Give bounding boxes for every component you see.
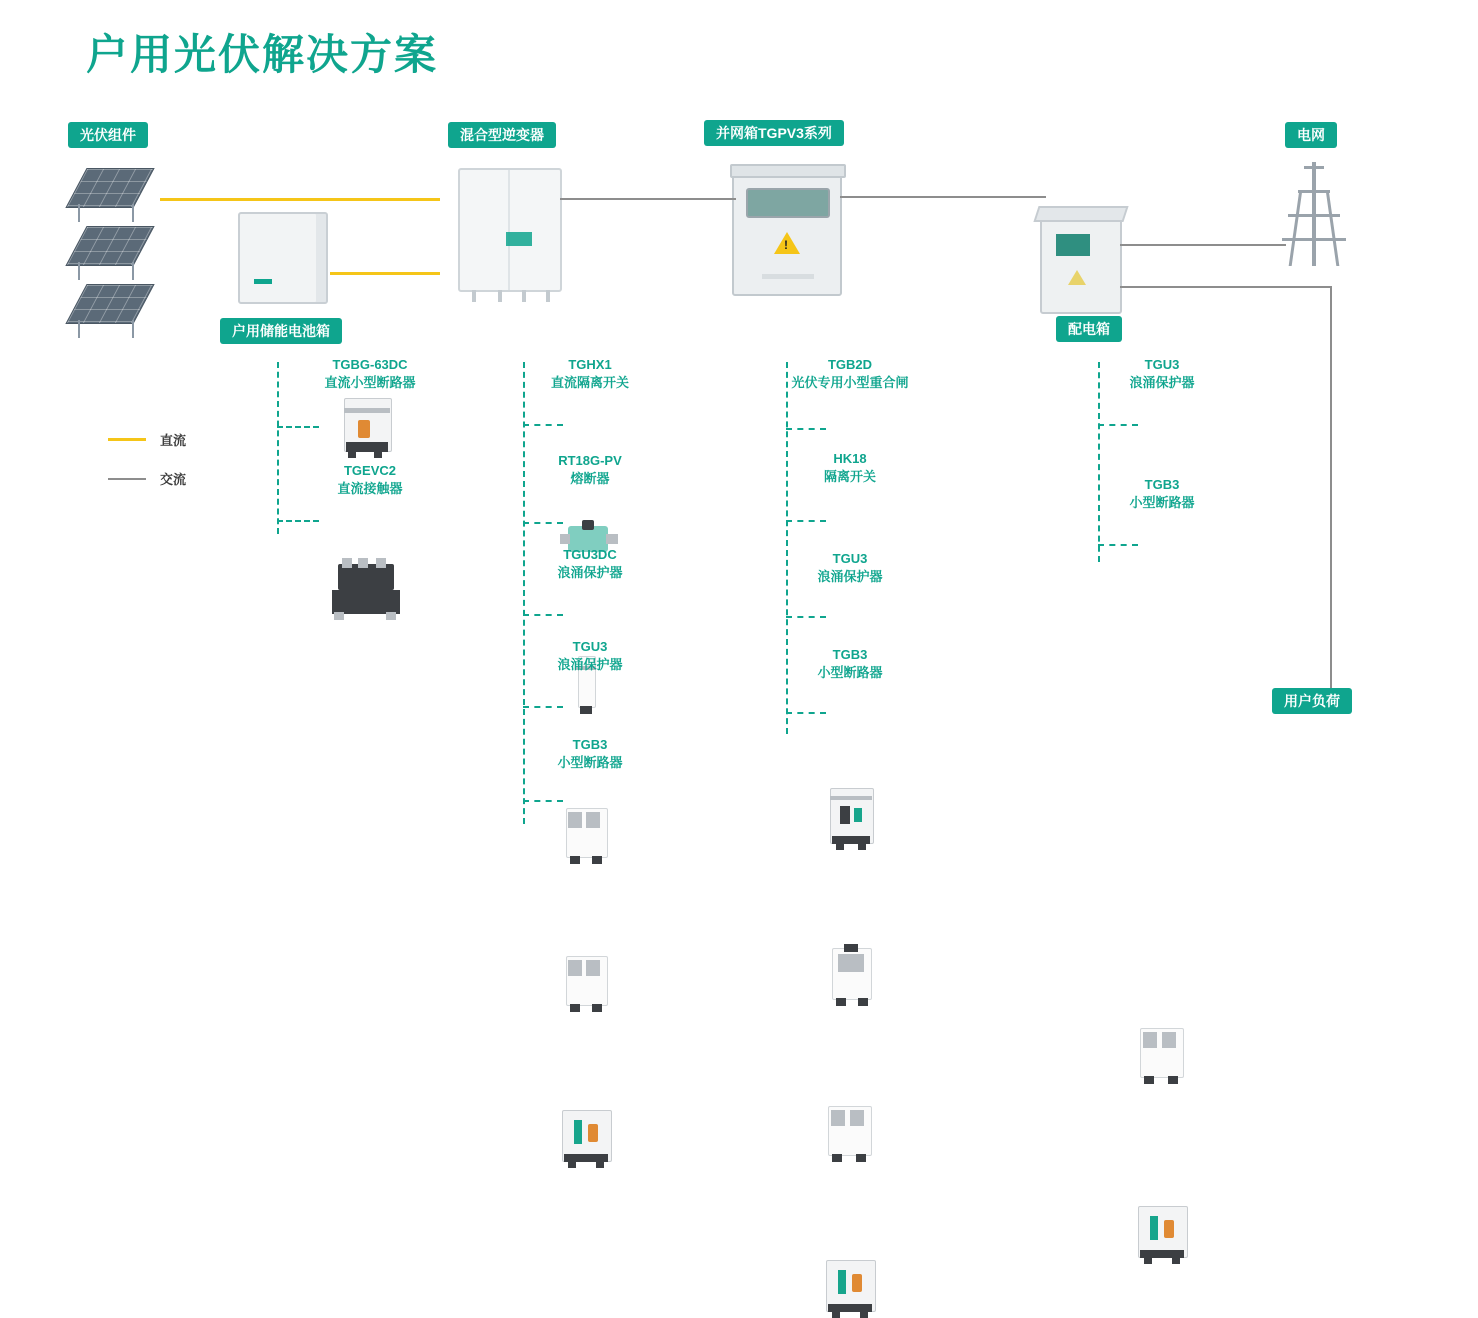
- component-desc-tgu3-dist: 浪涌保护器: [1129, 375, 1195, 390]
- device-image-spd-grid: [824, 1106, 876, 1164]
- component-model-tgu3-grid: TGU3: [832, 551, 868, 566]
- legend-swatch-dc: [108, 438, 146, 441]
- branch-inverter-tick-3: [523, 614, 563, 616]
- component-model-tgbg63dc: TGBG-63DC: [332, 357, 408, 372]
- component-model-tgevc2: TGEVC2: [343, 463, 396, 478]
- hybrid-inverter-unit: [458, 168, 562, 292]
- wire-ac-distbox-to-grid: [1120, 244, 1286, 246]
- component-desc-tgb3-grid: 小型断路器: [817, 665, 883, 680]
- node-label-distribution-box: 配电箱: [1056, 316, 1122, 342]
- component-model-tgb2d: TGB2D: [827, 357, 873, 372]
- component-desc-tgb3-inv: 小型断路器: [557, 755, 623, 770]
- battery-storage-box: [238, 212, 328, 304]
- component-model-rt18g: RT18G-PV: [558, 453, 622, 468]
- component-desc-tgu3-grid: 浪涌保护器: [817, 569, 883, 584]
- branch-inverter-tick-2: [523, 522, 563, 524]
- device-image-dc-contactor: [332, 558, 404, 624]
- component-desc-tgb3-dist: 小型断路器: [1129, 495, 1195, 510]
- component-desc-rt18g: 熔断器: [570, 471, 610, 486]
- device-image-isolator-hk18: [828, 944, 876, 1006]
- component-desc-tgbg63dc: 直流小型断路器: [324, 375, 416, 390]
- branch-inverter-tick-4: [523, 706, 563, 708]
- component-model-tgu3-inv: TGU3: [572, 639, 608, 654]
- device-image-spd-dc: [562, 808, 612, 864]
- node-label-user-load: 用户负荷: [1272, 688, 1352, 714]
- device-image-mcb-grid: [822, 1260, 880, 1318]
- component-desc-tgu3-inv: 浪涌保护器: [557, 657, 623, 672]
- legend-label-dc: 直流: [160, 433, 187, 448]
- branch-battery-spine: [277, 362, 279, 534]
- grid-connection-box: [732, 172, 842, 296]
- component-desc-hk18: 隔离开关: [823, 469, 876, 484]
- legend-swatch-ac: [108, 478, 146, 480]
- legend-label-ac: 交流: [160, 472, 187, 487]
- page-title: 户用光伏解决方案: [86, 31, 439, 78]
- branch-inverter-tick-1: [523, 424, 563, 426]
- component-model-tghx1: TGHX1: [568, 357, 612, 372]
- component-model-tgb3-inv: TGB3: [572, 737, 608, 752]
- branch-gridbox-tick-2: [786, 520, 826, 522]
- branch-distbox-spine: [1098, 362, 1100, 562]
- power-pylon: [1282, 162, 1346, 266]
- node-label-hybrid-inverter: 混合型逆变器: [448, 122, 556, 148]
- component-model-hk18: HK18: [833, 451, 867, 466]
- distribution-box-unit: [1040, 216, 1122, 314]
- wire-ac-distbox-to-load-h: [1120, 286, 1332, 288]
- wire-ac-gridbox-to-distbox: [840, 196, 1046, 198]
- branch-distbox-tick-1: [1098, 424, 1138, 426]
- device-image-mcb-inv: [558, 1110, 616, 1168]
- branch-distbox-tick-2: [1098, 544, 1138, 546]
- wire-ac-inverter-to-gridbox: [560, 198, 736, 200]
- node-label-pv-modules: 光伏组件: [68, 122, 148, 148]
- component-desc-tghx1: 直流隔离开关: [550, 375, 629, 390]
- component-model-tgb3-grid: TGB3: [832, 647, 868, 662]
- pv-panel-2: [62, 226, 144, 266]
- device-image-mcb-dc: [340, 398, 396, 456]
- wire-ac-distbox-to-load-v: [1330, 286, 1332, 688]
- node-label-grid: 电网: [1285, 122, 1337, 148]
- device-image-recloser: [824, 788, 880, 850]
- component-desc-tgu3dc: 浪涌保护器: [557, 565, 623, 580]
- device-image-spd-ac-inv: [562, 956, 612, 1012]
- branch-inverter-tick-5: [523, 800, 563, 802]
- node-label-grid-box: 并网箱TGPV3系列: [704, 120, 844, 146]
- component-model-tgb3-dist: TGB3: [1144, 477, 1180, 492]
- branch-gridbox-tick-3: [786, 616, 826, 618]
- branch-gridbox-tick-1: [786, 428, 826, 430]
- component-desc-tgevc2: 直流接触器: [337, 481, 403, 496]
- component-desc-tgb2d: 光伏专用小型重合闸: [791, 375, 909, 390]
- branch-gridbox-tick-4: [786, 712, 826, 714]
- component-model-tgu3dc: TGU3DC: [563, 547, 617, 562]
- pv-panel-3: [62, 284, 144, 324]
- branch-battery-tick-2: [277, 520, 319, 522]
- branch-battery-tick-1: [277, 426, 319, 428]
- wire-dc-battery-to-inverter: [330, 272, 440, 275]
- device-image-spd-dist: [1136, 1028, 1188, 1086]
- component-model-tgu3-dist: TGU3: [1144, 357, 1180, 372]
- wire-dc-panels-to-inverter: [160, 198, 440, 201]
- node-label-battery-box: 户用储能电池箱: [220, 318, 342, 344]
- legend: [108, 430, 186, 488]
- pv-panel-1: [62, 168, 144, 208]
- device-image-mcb-dist: [1134, 1206, 1192, 1264]
